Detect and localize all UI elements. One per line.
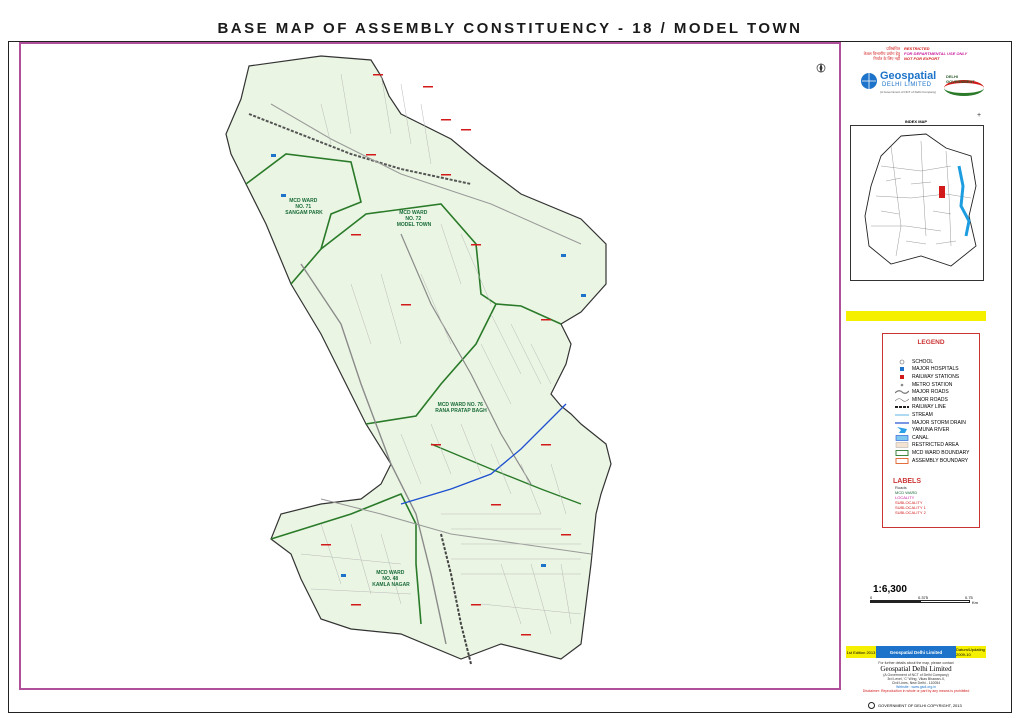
label-sublocality-2: SUBLOCALITY 2	[895, 510, 926, 516]
north-icon: +	[977, 112, 982, 119]
map-frame[interactable]	[19, 42, 841, 690]
legend-item: RAILWAY STATIONS	[895, 373, 979, 381]
metro-icon	[895, 382, 909, 388]
ward-label-48: MCD WARD NO. 48 KAMLA NAGAR	[372, 570, 410, 588]
globe-icon	[860, 72, 878, 90]
restricted-hindi-2: केवल विभागीय प्रयोग हेतु	[863, 51, 900, 56]
label-locality: LOCALITY	[895, 495, 915, 501]
legend-title: LEGEND	[917, 339, 945, 346]
brand-name: Geospatial	[880, 70, 937, 82]
legend-item: CANAL	[895, 434, 979, 442]
scale-tick-2: 0.75	[965, 595, 973, 600]
copyright: GOVERNMENT OF DELHI COPYRIGHT, 2013	[868, 702, 962, 709]
canal-icon	[895, 435, 909, 441]
legend-item: SCHOOL	[895, 358, 979, 366]
contact-line: For further details about the map, please contact	[878, 661, 954, 665]
footer-bar	[846, 646, 986, 658]
scale-tick-0: 0	[870, 595, 873, 600]
labels-title: LABELS	[893, 478, 921, 486]
index-map	[850, 125, 984, 281]
assembly-boundary	[226, 56, 611, 659]
scale-unit: Km	[972, 600, 978, 605]
school-icon	[895, 359, 909, 365]
ward-label-76: MCD WARD NO. 76 RANA PRATAP BAGH	[435, 402, 487, 414]
constituency-map[interactable]	[21, 44, 839, 688]
assembly-boundary-icon	[895, 458, 909, 464]
north-arrow-icon	[817, 63, 825, 73]
legend-list	[883, 358, 979, 464]
legend-item: ASSEMBLY BOUNDARY	[895, 457, 979, 465]
departmental-label: FOR DEPARTMENTAL USE ONLY	[904, 51, 968, 56]
index-map-label: INDEX MAP	[904, 119, 928, 124]
not-for-export-label: NOT FOR EXPORT	[904, 56, 940, 61]
hospital-icon	[895, 366, 909, 372]
yellow-band	[846, 311, 986, 321]
index-map-svg	[851, 126, 983, 280]
restricted-label: RESTRICTED	[904, 46, 930, 51]
ward-boundary-icon	[895, 450, 909, 456]
legend-item: MAJOR HOSPITALS	[895, 366, 979, 374]
govt-label: DELHI GOVERNMENT	[946, 74, 975, 84]
contact-block	[846, 661, 986, 693]
legend-item: MINOR ROADS	[895, 396, 979, 404]
stream-icon	[895, 412, 909, 418]
brand-tagline: (A Government of NCT of Delhi Company)	[880, 90, 937, 94]
minor-road-icon	[895, 397, 909, 403]
contact-address-3: Civil Lines, New Delhi - 110054	[891, 681, 941, 685]
legend-panel	[882, 333, 980, 528]
legend-item: YAMUNA RIVER	[895, 426, 979, 434]
restricted-hindi-1: प्रतिबंधित	[886, 46, 900, 51]
brand-name-2: DELHI LIMITED	[882, 82, 932, 88]
edition-label: 1st Edition 2013	[846, 646, 876, 658]
ward-label-72: MCD WARD NO. 72 MODEL TOWN	[396, 210, 432, 228]
major-road-icon	[895, 389, 909, 395]
delhi-govt-logo	[944, 72, 986, 94]
company-bar: Geospatial Delhi Limited	[876, 646, 956, 658]
label-roads: Roads	[895, 485, 907, 491]
legend-item: STREAM	[895, 411, 979, 419]
ward-label-71: MCD WARD NO. 71 SANGAM PARK	[285, 198, 323, 216]
restricted-icon	[895, 442, 909, 448]
scale-tick-1: 0.375	[918, 595, 929, 600]
contact-website[interactable]: Website : www.gsdl.org.in	[895, 685, 936, 689]
legend-item: MCD WARD BOUNDARY	[895, 449, 979, 457]
restricted-hindi-3: निर्यात के लिए नहीं	[873, 56, 900, 61]
scale-bar	[870, 584, 982, 609]
scale-ratio: 1:6,300	[873, 584, 907, 595]
label-mcd-ward: MCD WARD	[895, 490, 918, 496]
copyright-icon	[868, 702, 875, 709]
contact-address-2: 3rd Level, 'C' Wing, Vikas Bhawan-II,	[887, 677, 945, 681]
railway-station-icon	[895, 374, 909, 380]
railway-line-icon	[895, 404, 909, 410]
legend-item: MAJOR STORM DRAIN	[895, 419, 979, 427]
map-title: BASE MAP OF ASSEMBLY CONSTITUENCY - 18 / MODEL TOWN	[217, 20, 803, 37]
legend-item: RAILWAY LINE	[895, 404, 979, 412]
disclaimer: Disclaimer: Reproduction in whole or part by any means is prohibited	[862, 689, 970, 693]
geospatial-logo	[860, 70, 940, 96]
label-sublocality-1: SUBLOCALITY 1	[895, 505, 926, 511]
river-icon	[895, 427, 909, 433]
contact-address-1: (A Government of NCT of Delhi Company)	[883, 673, 949, 677]
label-sublocality: SUBLOCALITY	[895, 500, 923, 506]
drain-icon	[895, 420, 909, 426]
legend-item: RESTRICTED AREA	[895, 442, 979, 450]
datum-label: Datum/Updating 2009-10	[956, 647, 985, 657]
contact-company: Geospatial Delhi Limited	[880, 665, 952, 673]
legend-item: MAJOR ROADS	[895, 388, 979, 396]
legend-item: METRO STATION	[895, 381, 979, 389]
